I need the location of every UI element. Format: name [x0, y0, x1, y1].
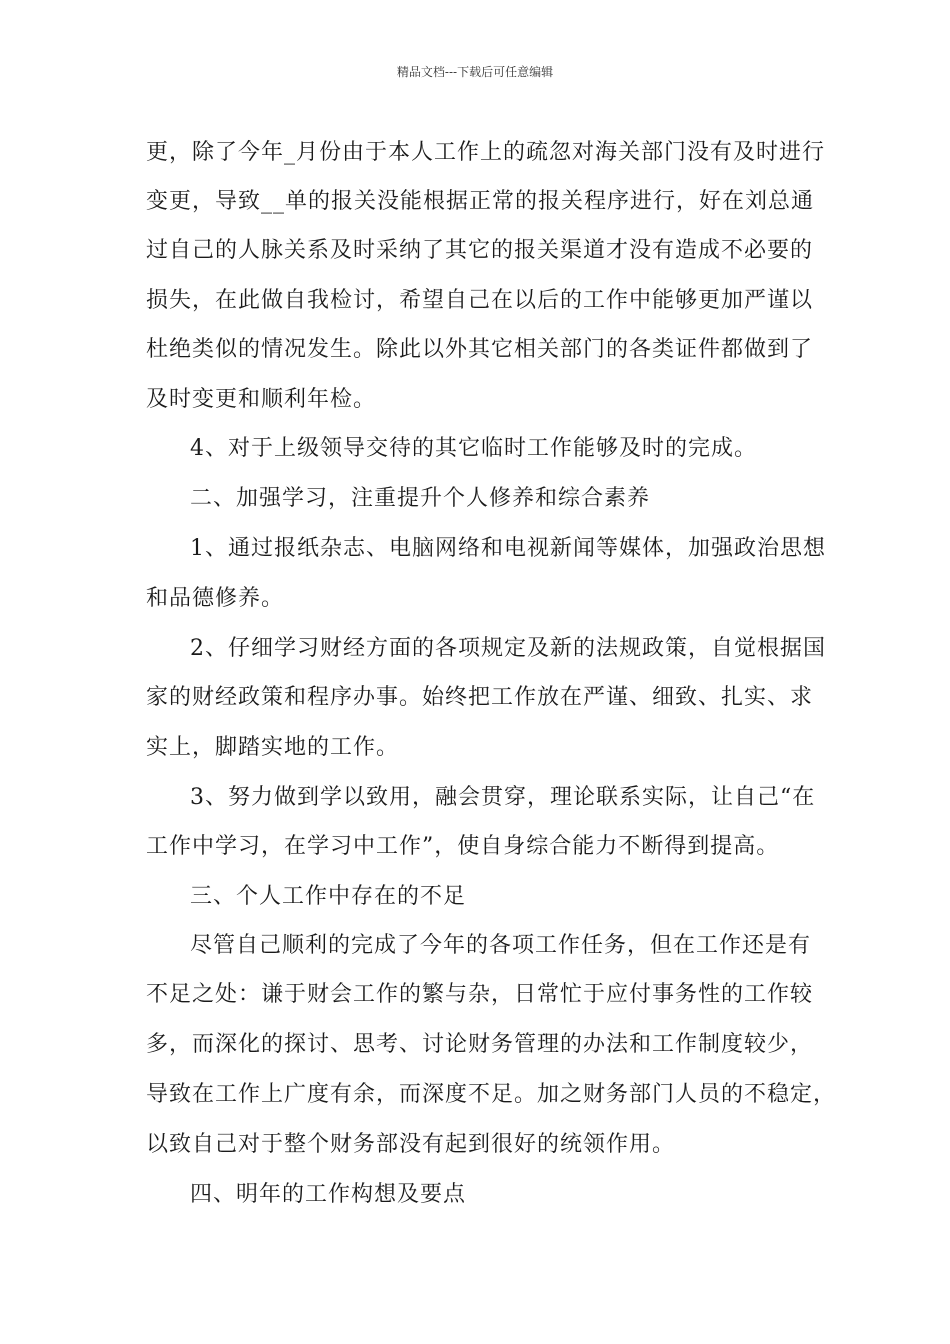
text-line: 家的财经政策和程序办事。始终把工作放在严谨、细致、扎实、求 — [146, 685, 814, 710]
list-item: 1、通过报纸杂志、电脑网络和电视新闻等媒体，加强政治思想 — [190, 536, 826, 561]
text-line: 和品德修养。 — [146, 586, 285, 611]
text-line: 工作中学习，在学习中工作”，使自身综合能力不断得到提高。 — [146, 834, 780, 859]
section-heading: 三、个人工作中存在的不足 — [190, 884, 467, 909]
text-line: 更，除了今年_月份由于本人工作上的疏忽对海关部门没有及时进行 — [146, 140, 826, 165]
paragraph-start: 尽管自己顺利的完成了今年的各项工作任务，但在工作还是有 — [190, 933, 812, 958]
text-line: 实上，脚踏实地的工作。 — [146, 735, 400, 760]
text-line: 损失，在此做自我检讨，希望自己在以后的工作中能够更加严谨以 — [146, 288, 814, 313]
list-item: 4、对于上级领导交待的其它临时工作能够及时的完成。 — [190, 436, 757, 461]
list-item: 2、仔细学习财经方面的各项规定及新的法规政策，自觉根据国 — [190, 636, 826, 661]
page-header: 精品文档---下载后可任意编辑 — [396, 65, 554, 79]
section-heading: 四、明年的工作构想及要点 — [190, 1182, 467, 1207]
text-line: 不足之处：谦于财会工作的繁与杂，日常忙于应付事务性的工作较 — [146, 982, 814, 1007]
text-line: 以致自己对于整个财务部没有起到很好的统领作用。 — [146, 1132, 676, 1157]
text-line: 变更，导致__单的报关没能根据正常的报关程序进行，好在刘总通 — [146, 189, 815, 214]
text-line: 多，而深化的探讨、思考、讨论财务管理的办法和工作制度较少， — [146, 1032, 814, 1057]
text-line: 过自己的人脉关系及时采纳了其它的报关渠道才没有造成不必要的 — [146, 238, 814, 263]
text-line: 及时变更和顺利年检。 — [146, 387, 377, 412]
text-line: 杜绝类似的情况发生。除此以外其它相关部门的各类证件都做到了 — [146, 337, 814, 362]
text-line: 导致在工作上广度有余，而深度不足。加之财务部门人员的不稳定， — [146, 1082, 837, 1107]
section-heading: 二、加强学习，注重提升个人修养和综合素养 — [190, 486, 651, 511]
list-item: 3、努力做到学以致用，融会贯穿，理论联系实际，让自己“在 — [190, 785, 816, 810]
